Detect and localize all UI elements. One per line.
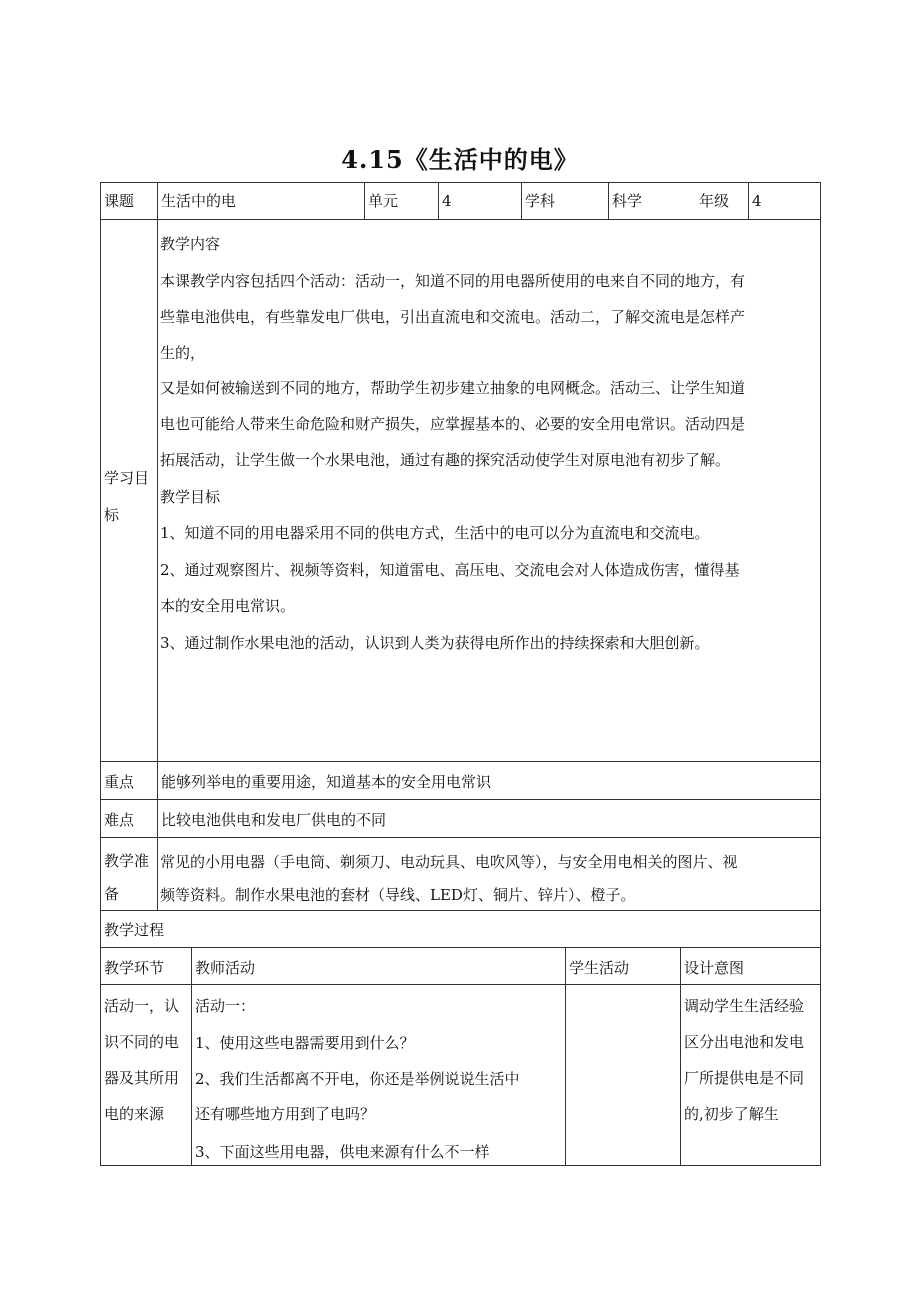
h-rule	[100, 761, 821, 762]
goals-line: 2、通过观察图片、视频等资料，知道雷电、高压电、交流电会对人体造成伤害，懂得基	[160, 561, 740, 579]
h-rule	[100, 910, 821, 911]
stage-line: 器及其所用	[104, 1069, 180, 1087]
teacher-line: 1、使用这些电器需要用到什么？	[195, 1034, 415, 1052]
student-cell	[565, 994, 680, 998]
col-student-header: 学生活动	[569, 959, 630, 977]
goals-line: 又是如何被输送到不同的地方，帮助学生初步建立抽象的电网概念。活动三、让学生知道	[160, 379, 746, 397]
grade-label: 年级	[699, 192, 730, 210]
goals-label-line1: 学习目	[104, 469, 150, 487]
teacher-line: 3、下面这些用电器，供电来源有什么不一样	[195, 1143, 490, 1161]
goals-line: 教学内容	[160, 235, 221, 253]
page-title: 4.15《生活中的电》	[341, 145, 579, 174]
col-intent-header: 设计意图	[684, 959, 745, 977]
goals-line: 教学目标	[160, 488, 221, 506]
goals-line: 本的安全用电常识。	[160, 597, 296, 615]
grade-value: 4	[752, 192, 762, 210]
difficulty-label: 难点	[104, 811, 135, 829]
intent-line: 厂所提供电是不同	[684, 1069, 805, 1087]
key-point-label: 重点	[104, 773, 135, 791]
goals-line: 拓展活动，让学生做一个水果电池，通过有趣的探究活动使学生对原电池有初步了解。	[160, 451, 731, 469]
col-teacher-header: 教师活动	[195, 959, 256, 977]
h-rule	[100, 182, 821, 183]
stage-line: 电的来源	[104, 1105, 165, 1123]
stage-line: 识不同的电	[104, 1033, 180, 1051]
h-rule	[100, 219, 821, 220]
goals-line: 电也可能给人带来生命危险和财产损失，应掌握基本的、必要的安全用电常识。活动四是	[160, 415, 746, 433]
goals-line: 3、通过制作水果电池的活动，认识到人类为获得电所作出的持续探索和大胆创新。	[160, 634, 710, 652]
unit-value: 4	[442, 192, 452, 210]
h-rule	[100, 837, 821, 838]
v-rule	[820, 182, 821, 1166]
prep-line: 常见的小用电器（手电筒、剃须刀、电动玩具、电吹风等），与安全用电相关的图片、视	[160, 853, 738, 871]
goals-label-line2: 标	[104, 506, 120, 524]
h-rule	[100, 984, 821, 985]
prep-label-line2: 备	[104, 885, 120, 903]
subject-value: 科学	[612, 192, 643, 210]
col-stage-header: 教学环节	[104, 959, 165, 977]
difficulty-value: 比较电池供电和发电厂供电的不同	[161, 811, 387, 829]
key-point-value: 能够列举电的重要用途，知道基本的安全用电常识	[161, 773, 492, 791]
lesson-value: 生活中的电	[161, 192, 237, 210]
goals-line: 生的，	[160, 344, 206, 362]
prep-label-line1: 教学准	[104, 852, 150, 870]
prep-line: 频等资料。制作水果电池的套材（导线、LED灯、铜片、锌片）、橙子。	[160, 886, 636, 904]
h-rule	[100, 947, 821, 948]
goals-line: 1、知道不同的用电器采用不同的供电方式，生活中的电可以分为直流电和交流电。	[160, 524, 710, 542]
stage-line: 活动一，认	[104, 997, 180, 1015]
unit-label: 单元	[368, 192, 399, 210]
intent-line: 区分出电池和发电	[684, 1033, 805, 1051]
intent-line: 调动学生生活经验	[684, 997, 805, 1015]
goals-line: 本课教学内容包括四个活动：活动一，知道不同的用电器所使用的电来自不同的地方，有	[160, 272, 746, 290]
teacher-line: 2、我们生活都离不开电，你还是举例说说生活中	[195, 1070, 520, 1088]
process-title: 教学过程	[104, 921, 165, 939]
teacher-line: 活动一：	[195, 997, 256, 1015]
h-rule	[100, 1165, 821, 1166]
lesson-label: 课题	[104, 192, 135, 210]
v-rule	[157, 182, 158, 911]
subject-label: 学科	[525, 192, 556, 210]
h-rule	[100, 799, 821, 800]
goals-line: 些靠电池供电，有些靠发电厂供电，引出直流电和交流电。活动二，了解交流电是怎样产	[160, 308, 746, 326]
intent-line: 的,初步了解生	[684, 1105, 779, 1123]
teacher-line: 还有哪些地方用到了电吗？	[195, 1105, 376, 1123]
